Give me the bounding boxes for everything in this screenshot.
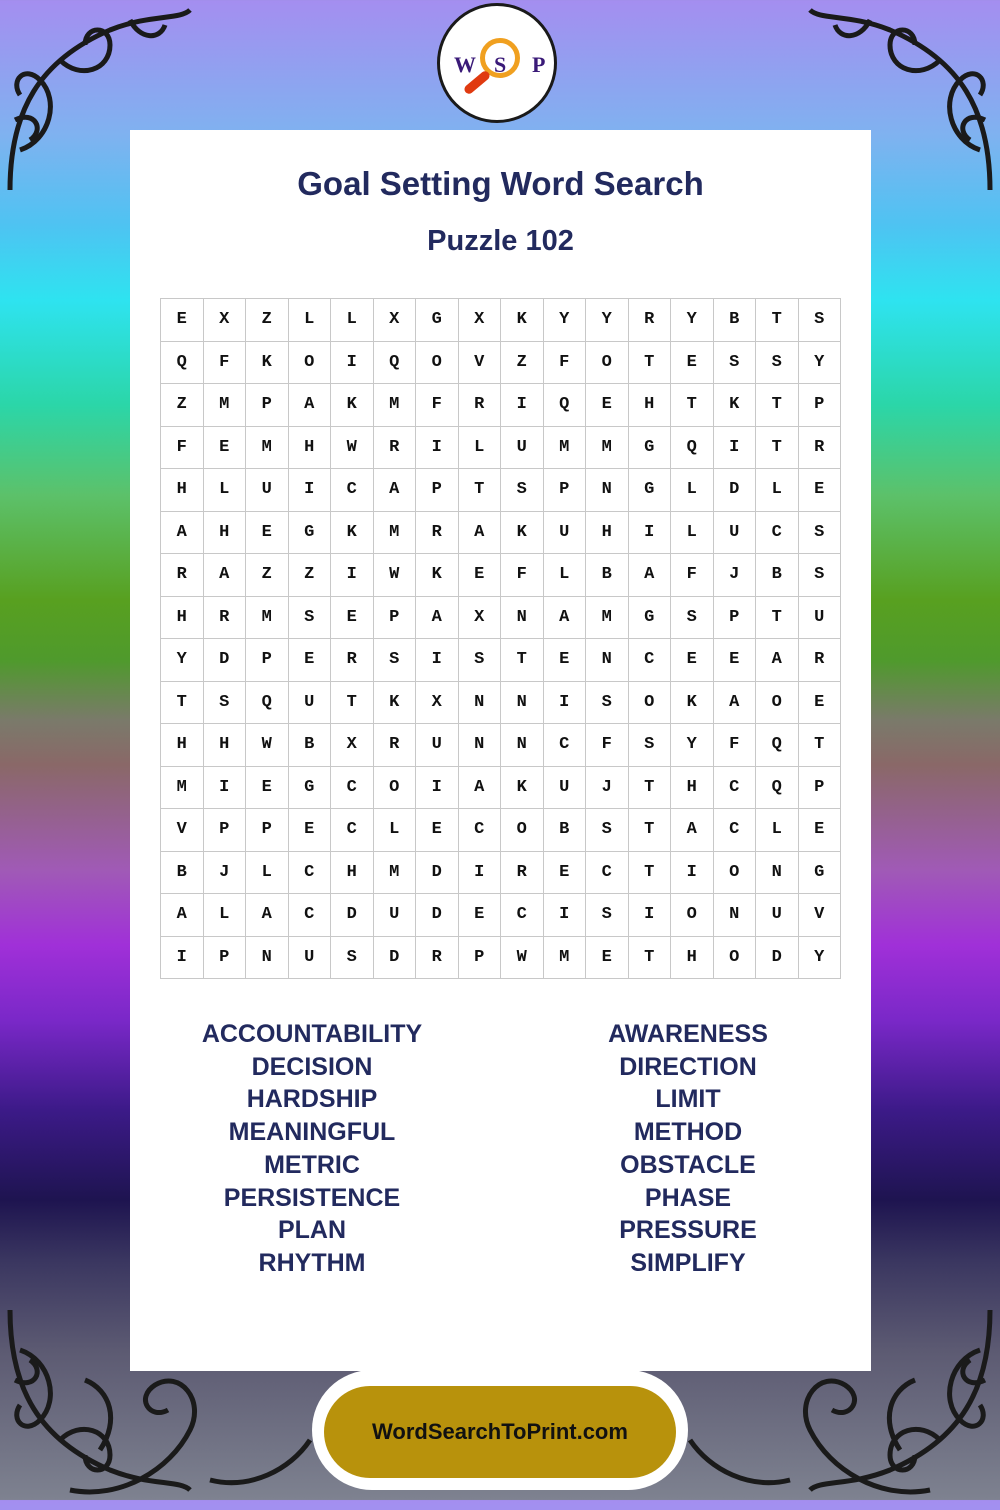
grid-cell: U	[714, 512, 757, 555]
word-list-item: PERSISTENCE	[223, 1183, 401, 1212]
grid-cell: F	[161, 427, 204, 470]
grid-cell: S	[331, 937, 374, 980]
footer-site-link[interactable]: WordSearchToPrint.com	[372, 1419, 628, 1444]
grid-cell: Y	[799, 937, 842, 980]
grid-cell: N	[756, 852, 799, 895]
grid-cell: H	[204, 724, 247, 767]
grid-cell: L	[756, 809, 799, 852]
grid-cell: B	[586, 554, 629, 597]
grid-cell: T	[459, 469, 502, 512]
grid-cell: F	[671, 554, 714, 597]
grid-cell: N	[459, 682, 502, 725]
grid-cell: O	[416, 342, 459, 385]
grid-cell: H	[629, 384, 672, 427]
grid-cell: O	[374, 767, 417, 810]
grid-cell: H	[586, 512, 629, 555]
grid-cell: V	[161, 809, 204, 852]
grid-cell: E	[416, 809, 459, 852]
grid-cell: X	[331, 724, 374, 767]
grid-cell: R	[459, 384, 502, 427]
grid-cell: K	[501, 512, 544, 555]
grid-cell: I	[289, 469, 332, 512]
grid-cell: F	[501, 554, 544, 597]
grid-cell: N	[714, 894, 757, 937]
grid-cell: E	[586, 384, 629, 427]
grid-cell: S	[756, 342, 799, 385]
letter-grid	[160, 298, 841, 979]
grid-cell: K	[671, 682, 714, 725]
grid-cell: S	[501, 469, 544, 512]
grid-cell: T	[629, 767, 672, 810]
grid-cell: B	[289, 724, 332, 767]
grid-cell: Q	[374, 342, 417, 385]
grid-cell: A	[161, 512, 204, 555]
scroll-ornament-bottom-left	[60, 1350, 320, 1510]
grid-cell: W	[246, 724, 289, 767]
grid-cell: O	[586, 342, 629, 385]
grid-cell: E	[799, 469, 842, 512]
grid-cell: W	[331, 427, 374, 470]
grid-cell: I	[416, 767, 459, 810]
grid-cell: U	[289, 682, 332, 725]
grid-cell: C	[331, 469, 374, 512]
grid-cell: P	[416, 469, 459, 512]
grid-cell: Q	[246, 682, 289, 725]
grid-cell: T	[629, 937, 672, 980]
grid-cell: V	[459, 342, 502, 385]
grid-cell: C	[289, 852, 332, 895]
grid-cell: O	[671, 894, 714, 937]
grid-cell: I	[459, 852, 502, 895]
word-list-item: PHASE	[644, 1183, 732, 1212]
word-list-item: PLAN	[277, 1216, 347, 1245]
word-list-item: HARDSHIP	[246, 1085, 378, 1114]
grid-cell: G	[799, 852, 842, 895]
footer-banner[interactable]	[324, 1386, 676, 1478]
grid-cell: F	[544, 342, 587, 385]
grid-cell: F	[586, 724, 629, 767]
grid-cell: K	[501, 767, 544, 810]
grid-cell: B	[161, 852, 204, 895]
word-list-item: METRIC	[264, 1150, 360, 1179]
grid-cell: I	[714, 427, 757, 470]
grid-cell: K	[501, 299, 544, 342]
grid-cell: F	[204, 342, 247, 385]
grid-cell: A	[671, 809, 714, 852]
grid-cell: E	[289, 809, 332, 852]
grid-cell: H	[161, 469, 204, 512]
grid-cell: D	[416, 852, 459, 895]
grid-cell: U	[416, 724, 459, 767]
grid-cell: U	[246, 469, 289, 512]
grid-cell: Z	[246, 554, 289, 597]
grid-cell: S	[586, 894, 629, 937]
word-list-right	[528, 1018, 848, 1280]
grid-cell: C	[459, 809, 502, 852]
grid-cell: A	[416, 597, 459, 640]
grid-cell: H	[204, 512, 247, 555]
grid-cell: E	[459, 554, 502, 597]
grid-cell: M	[374, 384, 417, 427]
grid-cell: K	[416, 554, 459, 597]
site-logo	[437, 3, 557, 123]
grid-cell: Z	[501, 342, 544, 385]
grid-cell: C	[714, 809, 757, 852]
grid-cell: Q	[161, 342, 204, 385]
grid-cell: T	[756, 299, 799, 342]
grid-cell: U	[799, 597, 842, 640]
grid-cell: A	[246, 894, 289, 937]
logo-letter-s: S	[494, 52, 507, 77]
grid-cell: I	[629, 894, 672, 937]
grid-cell: S	[714, 342, 757, 385]
grid-cell: H	[161, 597, 204, 640]
grid-cell: T	[331, 682, 374, 725]
grid-cell: T	[756, 597, 799, 640]
page-title: Goal Setting Word Search	[297, 165, 704, 202]
grid-cell: W	[374, 554, 417, 597]
grid-cell: P	[246, 809, 289, 852]
grid-cell: K	[714, 384, 757, 427]
grid-cell: P	[246, 639, 289, 682]
grid-cell: O	[501, 809, 544, 852]
grid-cell: H	[331, 852, 374, 895]
grid-cell: R	[416, 937, 459, 980]
grid-cell: C	[629, 639, 672, 682]
grid-cell: L	[204, 894, 247, 937]
grid-cell: L	[331, 299, 374, 342]
grid-cell: T	[501, 639, 544, 682]
word-list-item: DECISION	[251, 1052, 373, 1081]
grid-cell: D	[374, 937, 417, 980]
grid-cell: F	[714, 724, 757, 767]
grid-cell: S	[374, 639, 417, 682]
grid-cell: U	[374, 894, 417, 937]
grid-cell: E	[544, 852, 587, 895]
grid-cell: M	[374, 512, 417, 555]
grid-cell: U	[544, 512, 587, 555]
word-list-item: METHOD	[633, 1118, 743, 1147]
grid-cell: Y	[161, 639, 204, 682]
grid-cell: X	[416, 682, 459, 725]
grid-cell: U	[544, 767, 587, 810]
grid-cell: W	[501, 937, 544, 980]
grid-cell: I	[416, 427, 459, 470]
grid-cell: L	[671, 512, 714, 555]
grid-cell: E	[714, 639, 757, 682]
grid-cell: R	[374, 724, 417, 767]
grid-cell: I	[544, 682, 587, 725]
grid-cell: C	[501, 894, 544, 937]
logo-letter-w: W	[454, 52, 476, 77]
grid-cell: P	[544, 469, 587, 512]
grid-cell: E	[161, 299, 204, 342]
grid-cell: S	[204, 682, 247, 725]
grid-cell: R	[161, 554, 204, 597]
grid-cell: Y	[544, 299, 587, 342]
grid-cell: G	[629, 597, 672, 640]
grid-cell: R	[799, 639, 842, 682]
grid-cell: B	[544, 809, 587, 852]
grid-cell: V	[799, 894, 842, 937]
grid-cell: E	[671, 342, 714, 385]
grid-cell: A	[756, 639, 799, 682]
grid-cell: E	[799, 682, 842, 725]
grid-cell: M	[544, 427, 587, 470]
grid-cell: Q	[756, 767, 799, 810]
grid-cell: I	[416, 639, 459, 682]
grid-cell: E	[459, 894, 502, 937]
grid-cell: H	[671, 937, 714, 980]
grid-cell: M	[246, 597, 289, 640]
grid-cell: L	[544, 554, 587, 597]
grid-cell: O	[714, 937, 757, 980]
grid-cell: G	[289, 512, 332, 555]
grid-cell: P	[799, 384, 842, 427]
grid-cell: B	[756, 554, 799, 597]
grid-cell: M	[204, 384, 247, 427]
grid-cell: K	[331, 512, 374, 555]
grid-cell: A	[161, 894, 204, 937]
grid-cell: H	[161, 724, 204, 767]
grid-cell: N	[459, 724, 502, 767]
grid-cell: R	[374, 427, 417, 470]
grid-cell: X	[374, 299, 417, 342]
grid-cell: T	[161, 682, 204, 725]
grid-cell: R	[629, 299, 672, 342]
word-list-item: DIRECTION	[619, 1052, 757, 1081]
grid-cell: X	[459, 299, 502, 342]
grid-cell: K	[331, 384, 374, 427]
grid-cell: M	[544, 937, 587, 980]
grid-cell: N	[586, 469, 629, 512]
grid-cell: R	[501, 852, 544, 895]
grid-cell: B	[714, 299, 757, 342]
grid-cell: C	[586, 852, 629, 895]
grid-cell: E	[331, 597, 374, 640]
grid-cell: I	[544, 894, 587, 937]
grid-cell: E	[246, 767, 289, 810]
grid-cell: L	[204, 469, 247, 512]
grid-cell: I	[501, 384, 544, 427]
grid-cell: G	[289, 767, 332, 810]
grid-cell: E	[204, 427, 247, 470]
grid-cell: P	[246, 384, 289, 427]
grid-cell: K	[246, 342, 289, 385]
grid-cell: M	[374, 852, 417, 895]
grid-cell: M	[246, 427, 289, 470]
grid-cell: P	[459, 937, 502, 980]
grid-cell: H	[671, 767, 714, 810]
word-list-left	[152, 1018, 472, 1280]
grid-cell: O	[756, 682, 799, 725]
grid-cell: T	[629, 342, 672, 385]
grid-cell: M	[161, 767, 204, 810]
grid-cell: N	[501, 724, 544, 767]
word-list-item: LIMIT	[655, 1085, 721, 1114]
grid-cell: L	[671, 469, 714, 512]
grid-cell: J	[586, 767, 629, 810]
grid-cell: D	[416, 894, 459, 937]
grid-cell: R	[799, 427, 842, 470]
grid-cell: P	[204, 937, 247, 980]
grid-cell: L	[459, 427, 502, 470]
grid-cell: S	[629, 724, 672, 767]
grid-cell: Q	[756, 724, 799, 767]
grid-cell: T	[671, 384, 714, 427]
word-list-item: AWARENESS	[608, 1020, 768, 1048]
grid-cell: P	[374, 597, 417, 640]
grid-cell: O	[629, 682, 672, 725]
puzzle-card	[130, 130, 871, 1371]
grid-cell: A	[459, 767, 502, 810]
grid-cell: K	[374, 682, 417, 725]
word-list-item: ACCOUNTABILITY	[201, 1020, 423, 1048]
grid-cell: S	[799, 299, 842, 342]
grid-cell: E	[799, 809, 842, 852]
grid-cell: S	[799, 554, 842, 597]
grid-cell: U	[756, 894, 799, 937]
grid-cell: A	[204, 554, 247, 597]
grid-cell: C	[331, 809, 374, 852]
grid-cell: A	[374, 469, 417, 512]
puzzle-number: Puzzle 102	[427, 225, 574, 257]
grid-cell: L	[756, 469, 799, 512]
grid-cell: F	[416, 384, 459, 427]
grid-cell: N	[501, 597, 544, 640]
grid-cell: I	[671, 852, 714, 895]
grid-cell: J	[714, 554, 757, 597]
grid-cell: S	[459, 639, 502, 682]
grid-cell: Y	[671, 724, 714, 767]
grid-cell: C	[756, 512, 799, 555]
grid-cell: E	[671, 639, 714, 682]
grid-cell: L	[246, 852, 289, 895]
grid-cell: E	[544, 639, 587, 682]
grid-cell: G	[629, 427, 672, 470]
grid-cell: Z	[161, 384, 204, 427]
grid-cell: A	[459, 512, 502, 555]
word-list-item: RHYTHM	[258, 1248, 366, 1277]
grid-cell: C	[331, 767, 374, 810]
grid-cell: O	[289, 342, 332, 385]
grid-cell: Y	[671, 299, 714, 342]
grid-cell: S	[586, 682, 629, 725]
grid-cell: A	[289, 384, 332, 427]
grid-cell: C	[714, 767, 757, 810]
grid-cell: S	[586, 809, 629, 852]
grid-cell: N	[586, 639, 629, 682]
grid-cell: D	[714, 469, 757, 512]
grid-cell: M	[586, 597, 629, 640]
grid-cell: D	[756, 937, 799, 980]
grid-cell: A	[714, 682, 757, 725]
grid-cell: Z	[246, 299, 289, 342]
grid-cell: X	[459, 597, 502, 640]
word-list-item: PRESSURE	[619, 1216, 757, 1245]
grid-cell: I	[331, 342, 374, 385]
grid-cell: S	[289, 597, 332, 640]
logo-letter-p: P	[532, 52, 546, 77]
grid-cell: P	[799, 767, 842, 810]
scroll-ornament-bottom-right	[680, 1350, 940, 1510]
grid-cell: R	[204, 597, 247, 640]
grid-cell: L	[289, 299, 332, 342]
grid-cell: G	[416, 299, 459, 342]
grid-cell: A	[544, 597, 587, 640]
grid-cell: O	[714, 852, 757, 895]
grid-cell: T	[756, 384, 799, 427]
grid-cell: N	[246, 937, 289, 980]
grid-cell: D	[331, 894, 374, 937]
word-list-item: MEANINGFUL	[228, 1118, 396, 1147]
grid-cell: S	[799, 512, 842, 555]
grid-cell: Q	[544, 384, 587, 427]
grid-cell: M	[586, 427, 629, 470]
grid-cell: U	[289, 937, 332, 980]
grid-cell: J	[204, 852, 247, 895]
grid-cell: I	[331, 554, 374, 597]
grid-cell: R	[416, 512, 459, 555]
grid-cell: C	[289, 894, 332, 937]
word-list-item: SIMPLIFY	[630, 1248, 746, 1277]
grid-cell: R	[331, 639, 374, 682]
grid-cell: N	[501, 682, 544, 725]
grid-cell: Y	[799, 342, 842, 385]
grid-cell: T	[799, 724, 842, 767]
grid-cell: E	[586, 937, 629, 980]
word-list-item: OBSTACLE	[620, 1150, 756, 1179]
grid-cell: T	[629, 852, 672, 895]
grid-cell: X	[204, 299, 247, 342]
grid-cell: Z	[289, 554, 332, 597]
grid-cell: I	[161, 937, 204, 980]
grid-cell: U	[501, 427, 544, 470]
grid-cell: G	[629, 469, 672, 512]
grid-cell: Y	[586, 299, 629, 342]
grid-cell: P	[204, 809, 247, 852]
grid-cell: T	[756, 427, 799, 470]
grid-cell: I	[629, 512, 672, 555]
grid-cell: I	[204, 767, 247, 810]
grid-cell: P	[714, 597, 757, 640]
grid-cell: T	[629, 809, 672, 852]
grid-cell: S	[671, 597, 714, 640]
grid-cell: Q	[671, 427, 714, 470]
grid-cell: C	[544, 724, 587, 767]
grid-cell: E	[246, 512, 289, 555]
grid-cell: A	[629, 554, 672, 597]
grid-cell: L	[374, 809, 417, 852]
grid-cell: E	[289, 639, 332, 682]
grid-cell: H	[289, 427, 332, 470]
grid-cell: D	[204, 639, 247, 682]
